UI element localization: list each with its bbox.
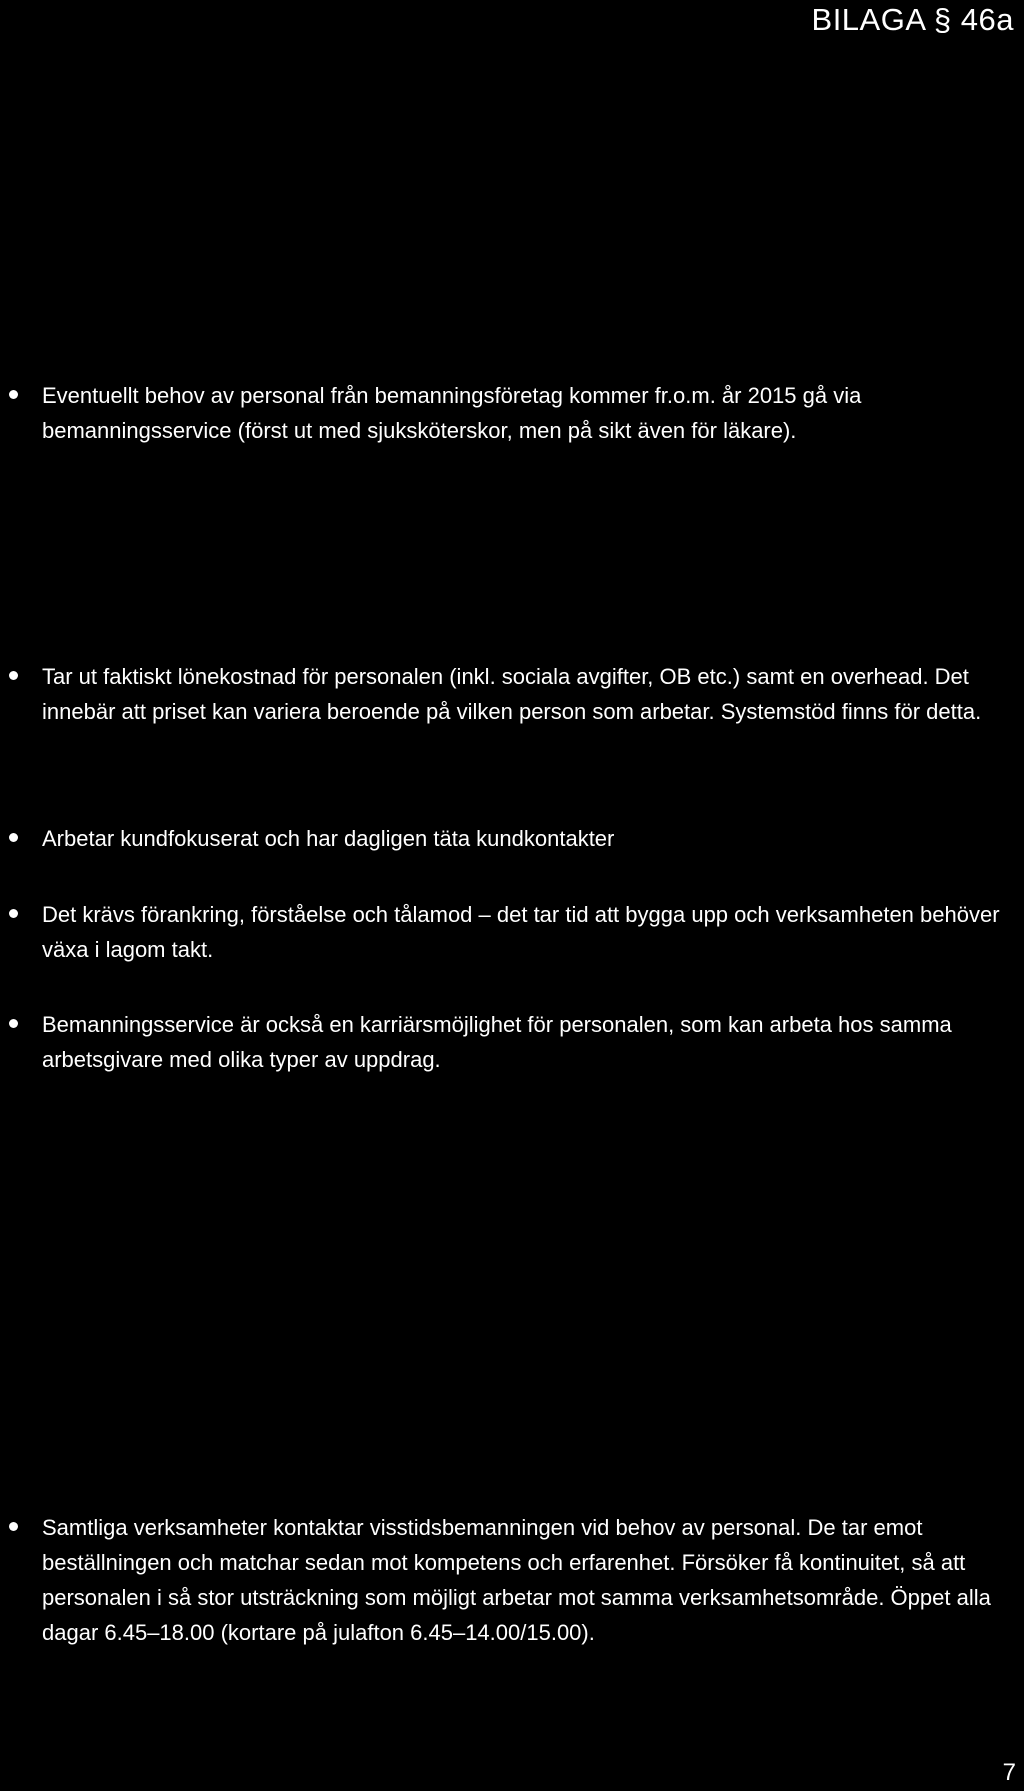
bullet-dot-icon: [9, 1522, 18, 1531]
bullet-text: Samtliga verksamheter kontaktar visstidsbemanningen vid behov av personal. De tar emot beställningen och matchar sedan mot kompetens och erfarenhet. Försöker få kontinuitet, så att personalen i så stor utsträckning som möjligt arbetar mot samma verksamhetsområde. Öppet alla dagar 6.45–18.00 (kortare på julafton 6.45–14.00/15.00).: [42, 1515, 991, 1645]
bullet-text: Eventuellt behov av personal från bemanningsföretag kommer fr.o.m. år 2015 gå via bemanningsservice (först ut med sjuksköterskor, men på sikt även för läkare).: [42, 383, 862, 443]
annex-label: BILAGA § 46a: [811, 2, 1014, 37]
bullet-text: Bemanningsservice är också en karriärsmöjlighet för personalen, som kan arbeta hos samma arbetsgivare med olika typer av uppdrag.: [42, 1012, 952, 1072]
bullet-text: Tar ut faktiskt lönekostnad för personalen (inkl. sociala avgifter, OB etc.) samt en overhead. Det innebär att priset kan variera beroende på vilken person som arbetar. Systemstöd finns för detta.: [42, 664, 982, 724]
bullet-dot-icon: [9, 833, 18, 842]
bullet-dot-icon: [9, 390, 18, 399]
bullet-dot-icon: [9, 1019, 18, 1028]
bullet-dot-icon: [9, 671, 18, 680]
bullet-text: Det krävs förankring, förståelse och tålamod – det tar tid att bygga upp och verksamheten behöver växa i lagom takt.: [42, 902, 1000, 962]
page-number: 7: [1002, 1759, 1016, 1786]
bullet-dot-icon: [9, 909, 18, 918]
bullet-text: Arbetar kundfokuserat och har dagligen täta kundkontakter: [42, 826, 615, 851]
